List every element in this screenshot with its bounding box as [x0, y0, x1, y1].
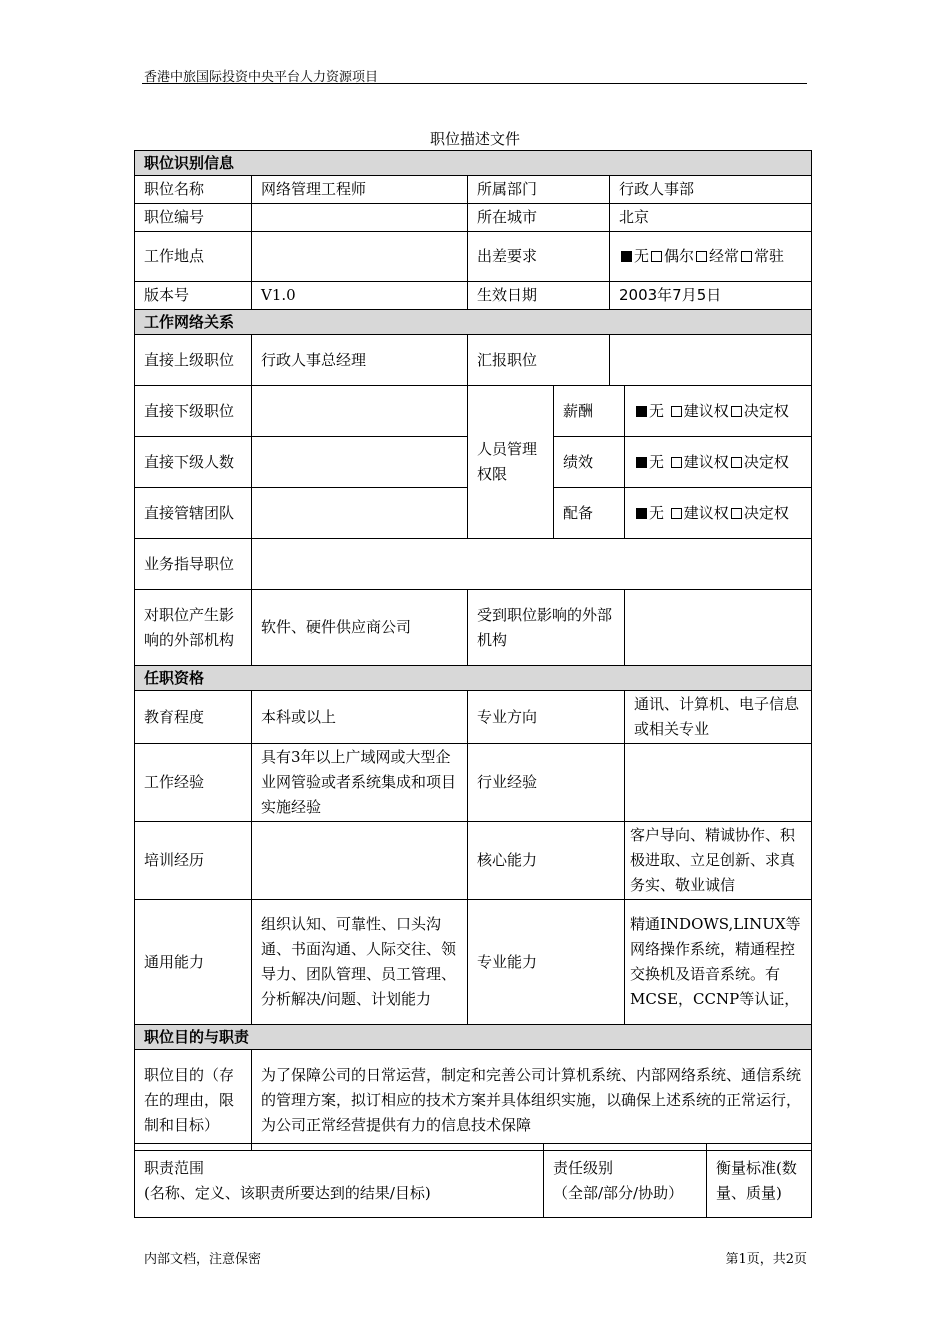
authority-item-label: 薪酬 [554, 386, 625, 437]
checkbox-icon [741, 251, 752, 262]
major-value: 通讯、计算机、电子信息或相关专业 [625, 691, 812, 744]
footer-page-number: 第1页，共2页 [725, 1252, 807, 1267]
training-label: 培训经历 [135, 822, 252, 900]
education-value: 本科或以上 [252, 691, 468, 744]
superior-value: 行政人事总经理 [252, 335, 468, 386]
authority-option: 无 [649, 401, 665, 420]
external-value: 软件、硬件供应商公司 [252, 590, 468, 666]
city-value: 北京 [610, 204, 812, 232]
professional-competency-value: 精通INDOWS,LINUX等网络操作系统，精通程控交换机及语音系统。有MCSE，CCNP等认证， [625, 900, 812, 1025]
footer-confidential: 内部文档，注意保密 [144, 1252, 262, 1267]
level-header [544, 1144, 707, 1218]
purpose-label: 职位目的（存在的理由，限制和目标） [135, 1050, 252, 1151]
professional-competency-label: 专业能力 [468, 900, 625, 1025]
level-label: 责任级别 [553, 1158, 614, 1177]
document-title: 职位描述文件 [429, 130, 520, 148]
department-value: 行政人事部 [610, 176, 812, 204]
section-qualification: 任职资格 [135, 666, 812, 691]
authority-option: 建议权 [683, 452, 729, 471]
guide-value [252, 539, 812, 590]
authority-item-label: 配备 [554, 488, 625, 539]
running-header: 香港中旅国际投资中央平台人力资源项目 [144, 70, 379, 85]
education-label: 教育程度 [135, 691, 252, 744]
scope-label: 职责范围 [144, 1158, 205, 1177]
checkbox-icon [636, 508, 647, 519]
affected-label: 受到职位影响的外部机构 [468, 590, 625, 666]
experience-label: 工作经验 [135, 744, 252, 822]
core-competency-label: 核心能力 [468, 822, 625, 900]
authority-option: 无 [649, 503, 665, 522]
checkbox-icon [671, 457, 682, 468]
scope-header [135, 1144, 544, 1218]
core-competency-value: 客户导向、精诚协作、积极进取、立足创新、求真务实、敬业诚信 [625, 822, 812, 900]
job-description-table [134, 150, 812, 1151]
authority-option: 决定权 [743, 401, 789, 420]
effective-date-label: 生效日期 [468, 282, 610, 310]
checkbox-icon [731, 406, 742, 417]
header-rule [142, 83, 807, 84]
authority-options [625, 437, 812, 488]
subordinate-count-value [252, 437, 468, 488]
job-name-label: 职位名称 [135, 176, 252, 204]
authority-option: 建议权 [683, 503, 729, 522]
checkbox-icon [671, 406, 682, 417]
authority-option: 决定权 [743, 503, 789, 522]
department-label: 所属部门 [468, 176, 610, 204]
scope-sub: (名称、定义、该职责所要达到的结果/目标) [144, 1183, 431, 1202]
work-location-label: 工作地点 [135, 232, 252, 282]
effective-date-value: 2003年7月5日 [610, 282, 812, 310]
travel-option: 常驻 [754, 247, 785, 265]
checkbox-icon [671, 508, 682, 519]
report-value [610, 335, 812, 386]
checkbox-icon [731, 457, 742, 468]
version-value: V1.0 [252, 282, 468, 310]
subordinate-value [252, 386, 468, 437]
checkbox-icon [636, 406, 647, 417]
job-number-value [252, 204, 468, 232]
team-label: 直接管辖团队 [135, 488, 252, 539]
authority-options [625, 488, 812, 539]
checkbox-icon [636, 457, 647, 468]
authority-label: 人员管理权限 [468, 386, 554, 539]
superior-label: 直接上级职位 [135, 335, 252, 386]
travel-option: 经常 [709, 247, 740, 265]
external-label: 对职位产生影响的外部机构 [135, 590, 252, 666]
authority-options [625, 386, 812, 437]
experience-value: 具有3年以上广域网或大型企业网管验或者系统集成和项目实施经验 [252, 744, 468, 822]
affected-value [625, 590, 812, 666]
checkbox-icon [696, 251, 707, 262]
authority-item-label: 绩效 [554, 437, 625, 488]
work-location-value [252, 232, 468, 282]
travel-label: 出差要求 [468, 232, 610, 282]
checkbox-icon [651, 251, 662, 262]
authority-option: 无 [649, 452, 665, 471]
checkbox-icon [731, 508, 742, 519]
industry-value [625, 744, 812, 822]
purpose-text: 为了保障公司的日常运营，制定和完善公司计算机系统、内部网络系统、通信系统的管理方案，拟订相应的技术方案并具体组织实施，以确保上述系统的正常运行，为公司正常经营提供有力的信息技术保障 [252, 1050, 812, 1151]
section-identity: 职位识别信息 [135, 151, 812, 176]
general-competency-value: 组织认知、可靠性、口头沟通、书面沟通、人际交往、领导力、团队管理、员工管理、分析解决/问题、计划能力 [252, 900, 468, 1025]
measure-header: 衡量标准(数量、质量) [707, 1144, 812, 1218]
responsibility-header-table [134, 1143, 812, 1218]
checkbox-icon [621, 251, 632, 262]
subordinate-count-label: 直接下级人数 [135, 437, 252, 488]
travel-option: 无 [634, 247, 650, 265]
industry-label: 行业经验 [468, 744, 625, 822]
team-value [252, 488, 468, 539]
authority-option: 建议权 [683, 401, 729, 420]
travel-option: 偶尔 [664, 247, 695, 265]
guide-label: 业务指导职位 [135, 539, 252, 590]
level-sub: （全部/部分/协助） [553, 1183, 684, 1202]
version-label: 版本号 [135, 282, 252, 310]
travel-options [610, 232, 812, 282]
job-name-value: 网络管理工程师 [252, 176, 468, 204]
job-number-label: 职位编号 [135, 204, 252, 232]
subordinate-label: 直接下级职位 [135, 386, 252, 437]
section-purpose: 职位目的与职责 [135, 1025, 812, 1050]
authority-option: 决定权 [743, 452, 789, 471]
city-label: 所在城市 [468, 204, 610, 232]
report-label: 汇报职位 [468, 335, 610, 386]
section-network: 工作网络关系 [135, 310, 812, 335]
training-value [252, 822, 468, 900]
major-label: 专业方向 [468, 691, 625, 744]
general-competency-label: 通用能力 [135, 900, 252, 1025]
